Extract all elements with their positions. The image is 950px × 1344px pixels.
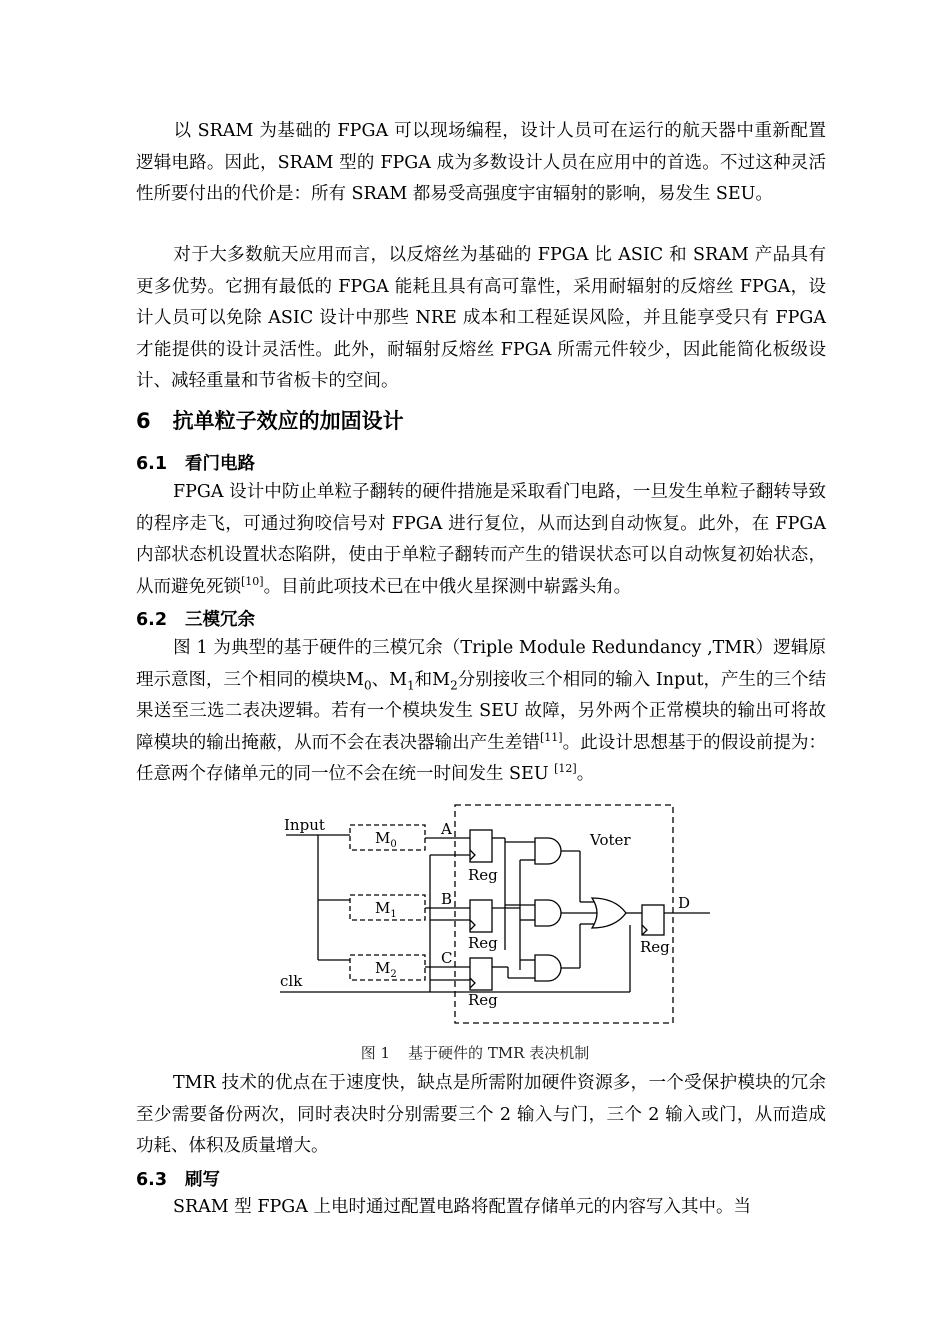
figure-caption: 图 1 基于硬件的 TMR 表决机制 <box>360 1044 590 1062</box>
paragraph-sram-fpga: 以 SRAM 为基础的 FPGA 可以现场编程，设计人员可在运行的航天器中重新配置逻辑电路。因此，SRAM 型的 FPGA 成为多数设计人员在应用中的首选。不过这种灵活性所要付出的代价是：所有 SRAM 都易受高强度宇宙辐射的影响，易发生 SEU。 <box>136 121 826 204</box>
register-c-label: Reg <box>468 991 498 1009</box>
module-m2-label: $M_2$ <box>375 959 397 980</box>
register-b-label: Reg <box>468 934 498 952</box>
paragraph-scrubbing: SRAM 型 FPGA 上电时通过配置电路将配置存储单元的内容写入其中。当 <box>173 1197 751 1217</box>
section-6-heading: 6 抗单粒子效应的加固设计 <box>136 409 404 433</box>
and-gate-3 <box>535 955 561 981</box>
or-gate <box>592 898 626 928</box>
signal-b-label: B <box>441 890 453 908</box>
citation-12: [12] <box>554 762 577 776</box>
register-output <box>642 905 664 935</box>
module-m0-label: $M_0$ <box>375 829 397 850</box>
signal-d-label: D <box>678 894 691 912</box>
paragraph-tmr: 图 1 为典型的基于硬件的三模冗余（Triple Module Redundancy ,TMR）逻辑原理示意图，三个相同的模块$M_0$、$M_1$和$M_2$分别接收三个相同的输入 Input，产生的三个结果送至三选二表决逻辑。若有一个模块发生 SEU 故障，另外两个正常模块的输出可将故障模块的输出掩蔽，从而不会在表决器输出产生差错[11]。此设计思想基于的假设前提为：任意两个存储单元的同一位不会在统一时间发生 SEU [12]。 <box>136 638 827 784</box>
module-m1-label: $M_1$ <box>375 899 397 920</box>
section-6-1-heading: 6.1 看门电路 <box>136 454 256 474</box>
section-6-2-heading: 6.2 三模冗余 <box>136 610 256 630</box>
citation-10: [10] <box>241 574 264 588</box>
input-label: Input <box>284 816 325 834</box>
signal-c-label: C <box>441 949 453 967</box>
and-gate-2 <box>535 900 561 926</box>
section-6-3-heading: 6.3 刷写 <box>136 1170 221 1190</box>
and-gate-1 <box>535 838 561 864</box>
paragraph-antifuse-fpga: 对于大多数航天应用而言，以反熔丝为基础的 FPGA 比 ASIC 和 SRAM 产品具有更多优势。它拥有最低的 FPGA 能耗且具有高可靠性，采用耐辐射的反熔丝 FPGA，设计人员可以免除 ASIC 设计中那些 NRE 成本和工程延误风险，并且能享受只有 FPGA 才能提供的设计灵活性。此外，耐辐射反熔丝 FPGA 所需元件较少，因此能简化板级设计、减轻重量和节省板卡的空间。 <box>136 245 826 391</box>
tmr-diagram <box>270 800 720 1035</box>
paragraph-tmr-pros-cons: TMR 技术的优点在于速度快，缺点是所需附加硬件资源多，一个受保护模块的冗余至少需要备份两次，同时表决时分别需要三个 2 输入与门，三个 2 输入或门，从而造成功耗、体积及质量增大。 <box>136 1073 826 1156</box>
voter-label: Voter <box>590 831 631 849</box>
register-a-label: Reg <box>468 866 498 884</box>
signal-a-label: A <box>441 820 452 838</box>
citation-11: [11] <box>539 730 563 744</box>
clk-label: clk <box>280 972 303 990</box>
register-output-label: Reg <box>640 938 670 956</box>
paragraph-watchdog: FPGA 设计中防止单粒子翻转的硬件措施是采取看门电路，一旦发生单粒子翻转导致的程序走飞，可通过狗咬信号对 FPGA 进行复位，从而达到自动恢复。此外，在 FPGA 内部状态机设置状态陷阱，使由于单粒子翻转而产生的错误状态可以自动恢复初始状态，从而避免死锁[10]。目前此项技术已在中俄火星探测中崭露头角。 <box>136 482 826 597</box>
